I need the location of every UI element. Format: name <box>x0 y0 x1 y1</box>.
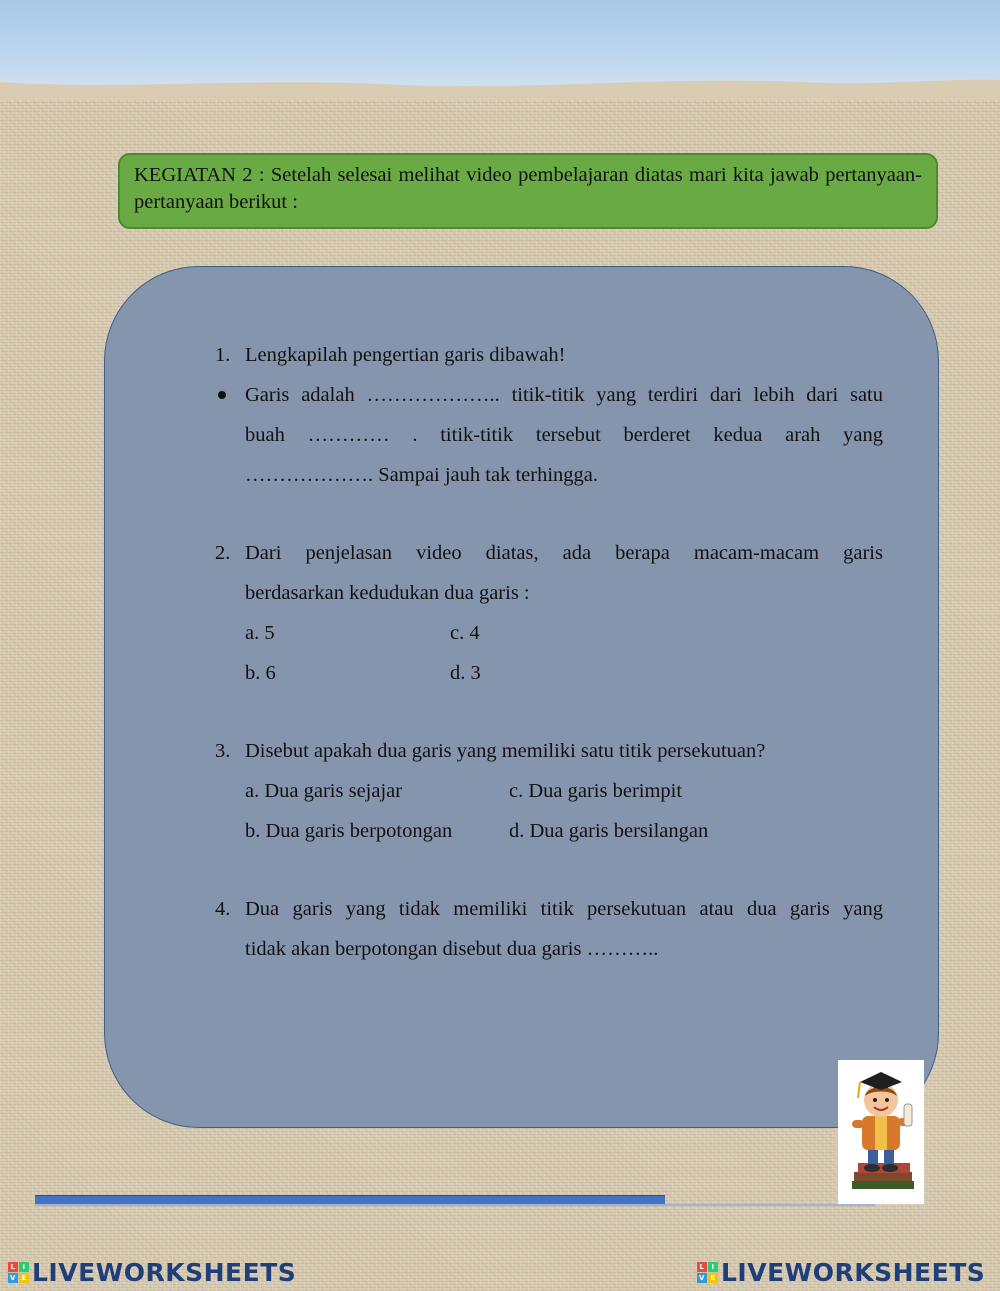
q1-fill-line-3 <box>215 458 883 498</box>
bottom-divider-thin-rule <box>35 1204 875 1206</box>
bullet-icon <box>218 391 226 399</box>
q3-options-row-2 <box>215 814 883 854</box>
question-2 <box>215 536 883 576</box>
option-c[interactable]: c. Dua garis berimpit <box>509 780 683 802</box>
option-d[interactable]: d. 3 <box>450 662 481 684</box>
question-number: 1. <box>215 344 231 366</box>
question-number: 2. <box>215 542 231 564</box>
question-prompt: Disebut apakah dua garis yang memiliki satu titik persekutuan? <box>245 740 766 762</box>
question-number: 3. <box>215 740 231 762</box>
q1-blank-sentence-2[interactable]: buah ………… . titik-titik tersebut berderet kedua arah yang <box>245 424 883 446</box>
q2-prompt-line-2 <box>215 576 883 616</box>
q1-fill-line-2 <box>215 418 883 458</box>
q1-blank-sentence-3[interactable]: ………………. Sampai jauh tak terhingga. <box>245 464 598 486</box>
liveworksheets-mark-icon: L I V E <box>697 1262 718 1283</box>
q1-fill-line-1 <box>215 378 883 418</box>
liveworksheets-mark-icon: L I V E <box>8 1262 29 1283</box>
liveworksheets-logo-left[interactable] <box>8 1256 296 1288</box>
option-a[interactable]: a. 5 <box>245 622 275 644</box>
option-c[interactable]: c. 4 <box>450 622 480 644</box>
brand-name: LIVEWORKSHEETS <box>721 1257 986 1287</box>
question-list <box>215 338 883 972</box>
liveworksheets-logo-right[interactable] <box>697 1256 985 1288</box>
option-b[interactable]: b. Dua garis berpotongan <box>245 820 453 842</box>
option-a[interactable]: a. Dua garis sejajar <box>245 780 403 802</box>
torn-edge-decoration <box>0 70 1000 100</box>
question-prompt: Lengkapilah pengertian garis dibawah! <box>245 344 566 366</box>
q4-prompt-line-2[interactable] <box>215 932 883 972</box>
activity-instruction-box <box>118 153 938 229</box>
q3-options-row-1 <box>215 774 883 814</box>
student-mascot-illustration <box>838 1060 924 1204</box>
brand-name: LIVEWORKSHEETS <box>32 1257 297 1287</box>
activity-text: KEGIATAN 2 : Setelah selesai melihat video pembelajaran diatas mari kita jawab pertanyaan-pertanyaan berikut : <box>134 164 922 213</box>
q4-blank-sentence[interactable]: tidak akan berpotongan disebut dua garis ……….. <box>245 938 659 960</box>
question-1 <box>215 338 883 378</box>
q2-options-row-1 <box>215 616 883 656</box>
question-number: 4. <box>215 898 231 920</box>
graduate-boy-icon <box>838 1060 924 1204</box>
question-3 <box>215 734 883 774</box>
q1-blank-sentence-1[interactable]: Garis adalah ……………….. titik-titik yang terdiri dari lebih dari satu <box>245 384 883 406</box>
question-prompt-line-1: Dari penjelasan video diatas, ada berapa macam-macam garis <box>245 542 883 564</box>
option-b[interactable]: b. 6 <box>245 662 276 684</box>
question-4 <box>215 892 883 932</box>
header-sky-band <box>0 0 1000 100</box>
question-prompt-line-1: Dua garis yang tidak memiliki titik persekutuan atau dua garis yang <box>245 898 883 920</box>
question-prompt-line-2: berdasarkan kedudukan dua garis : <box>245 582 530 604</box>
option-d[interactable]: d. Dua garis bersilangan <box>509 820 709 842</box>
q2-options-row-2 <box>215 656 883 696</box>
